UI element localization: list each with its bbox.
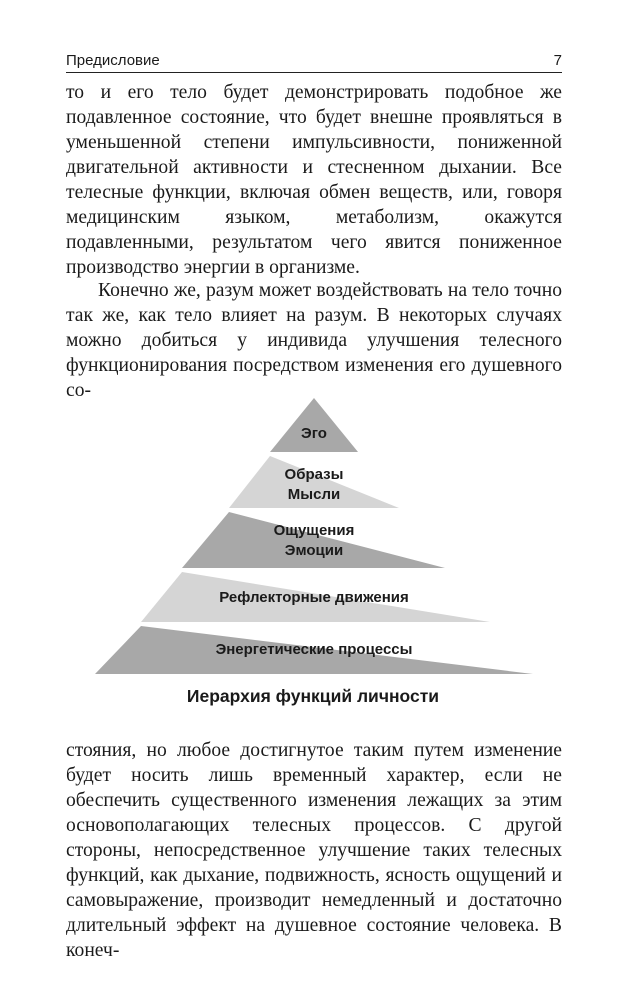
paragraph-3: стояния, но любое достигнутое таким путем изменение будет носить лишь временный характер, если не обеспечить существенного изменения лежащих за этим основополагающих телесных процессов. С другой стороны, непосредственное улучшение таких телесных функций, как дыхание, подвижность, ясность ощущений и самовыражение, производит немедленный и достаточно длительный эффект на душевное состояние человека. В конеч- xyxy=(66,740,562,961)
pyramid-label-ego: Эго xyxy=(301,425,327,442)
paragraph-1: то и его тело будет демонстрировать подобное же подавленное состояние, что будет внешне проявляться в уменьшенной степени импульсивности, пониженной двигательной активности и стесненном дыхании. Все телесные функции, включая обмен веществ, или, говоря медицинским языком, метаболизм, окажутся подавленными, результатом чего явится пониженное производство энергии в организме. xyxy=(66,82,562,278)
chapter-title: Предисловие xyxy=(66,52,160,69)
pyramid-label-sensations: Ощущения xyxy=(273,522,355,539)
running-header xyxy=(66,46,562,73)
figure-caption: Иерархия функций личности xyxy=(186,686,440,706)
pyramid-label-thoughts: Мысли xyxy=(287,486,341,503)
page-number: 7 xyxy=(553,52,562,69)
pyramid-label-images: Образы xyxy=(284,466,344,483)
pyramid-label-energy-processes: Энергетические процессы xyxy=(215,641,413,658)
pyramid-label-emotions: Эмоции xyxy=(284,542,344,559)
pyramid-level-sensations-emotions xyxy=(182,512,445,568)
personality-pyramid xyxy=(0,390,626,680)
paragraph-2: Конечно же, разум может воздействовать на тело точно так же, как тело влияет на разум. В некоторых случаях можно добиться у индивида улучшения телесного функционирования посредством изменения его душевного со- xyxy=(66,280,562,401)
pyramid-label-reflex-movements: Рефлекторные движения xyxy=(219,589,409,606)
